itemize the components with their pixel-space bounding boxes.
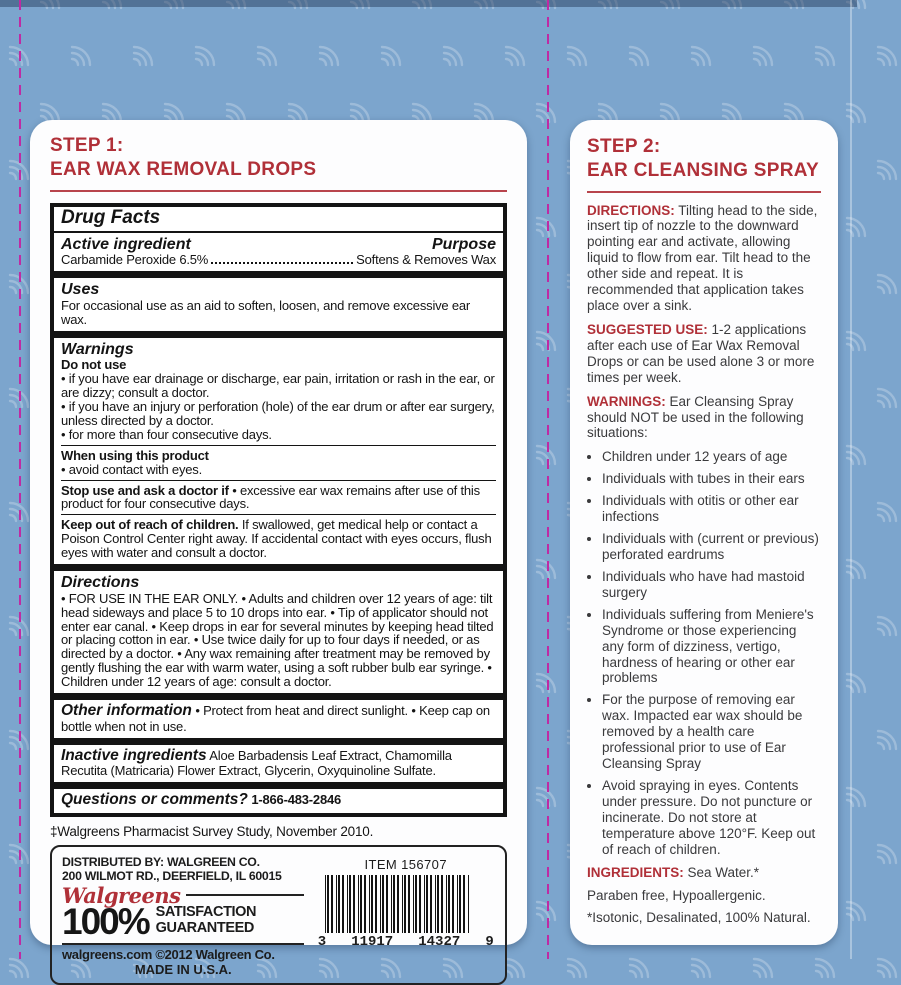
satisfaction-line1: SATISFACTION — [155, 904, 257, 921]
dotted-leader — [211, 262, 353, 264]
wave-pattern-icon — [317, 41, 343, 67]
inactive-ingredients-text: Aloe Barbadensis Leaf Extract, Chamomilla Recutita (Matricaria) Flower Extract, Glycerin, Oxyquinoline Sulfate. — [61, 747, 452, 779]
wave-pattern-icon — [689, 41, 715, 67]
barcode — [325, 875, 487, 933]
step2-title — [587, 135, 821, 183]
package-fold-line — [850, 0, 852, 959]
warnings-section — [54, 338, 503, 564]
section-divider — [54, 738, 503, 745]
wave-pattern-icon — [193, 41, 219, 67]
ingredients-value: Sea Water.* — [687, 864, 760, 880]
section-divider — [54, 271, 503, 278]
wave-pattern-icon — [875, 269, 901, 295]
ingredients-line — [587, 865, 821, 881]
wave-pattern-icon — [875, 725, 901, 751]
panel-step1 — [30, 120, 527, 977]
wave-pattern-icon — [0, 98, 2, 124]
section-divider — [54, 782, 503, 789]
satisfaction-guaranteed — [156, 905, 256, 936]
directions-text: • FOR USE IN THE EAR ONLY. • Adults and children over 12 years of age: tilt head sideways and place 5 to 10 drops into ear. • Tip of applicator should not enter ear canal. • Keep drops in ear for several minutes by keeping head tilted or placing cotton in ear. • Use twice daily for up to four days if needed, or as directed by a doctor. • Any wax remaining after treatment may be removed by gently flushing the ear with warm water, using a soft rubber bulb ear syringe. • Children under 12 years of age: consult a doctor. — [61, 590, 494, 690]
wave-pattern-icon — [0, 212, 2, 238]
active-ingredient-section — [54, 233, 503, 272]
drug-facts-title: Drug Facts — [54, 207, 503, 233]
labeled-paragraph — [587, 322, 821, 386]
step2-label: STEP 2: — [587, 136, 661, 157]
directions-section — [54, 571, 503, 693]
uses-title: Uses — [61, 281, 100, 299]
do-not-use-list — [61, 372, 496, 442]
other-information-text: • Protect from heat and direct sunlight. • Keep cap on bottle when not in use. — [61, 703, 490, 734]
wave-pattern-icon — [875, 497, 901, 523]
step2-title-rule — [587, 191, 821, 193]
wave-pattern-icon — [565, 953, 591, 979]
wave-pattern-icon — [844, 98, 870, 124]
step1-label: STEP 1: — [50, 135, 124, 156]
wave-pattern-icon — [751, 41, 777, 67]
stop-use-text — [61, 484, 496, 512]
paragraph-text: Tilting head to the side, insert tip of nozzle to the downward pointing ear and activate, allowing liquid to flow from ear. Tilt head to the other side and repeat. It is recommended that application takes place over a sink. — [587, 202, 818, 314]
stop-use-rest: • excessive ear wax remains after use of this product for four consecutive days. — [61, 482, 480, 512]
wave-pattern-icon — [379, 41, 405, 67]
wave-pattern-icon — [69, 41, 95, 67]
step2-warning-list — [587, 449, 821, 857]
hundred-percent: 100% — [62, 900, 149, 942]
step1-title-rule — [50, 190, 507, 192]
section-divider — [54, 693, 503, 700]
wave-pattern-icon — [0, 782, 2, 808]
paragraph-text: 1-2 applications after each use of Ear Wax Removal Drops or can be used alone 3 or more times per week. — [587, 321, 815, 385]
upc-group2: 14327 — [418, 933, 461, 950]
logo-rule — [186, 894, 304, 896]
do-not-use-title: Do not use — [61, 357, 127, 373]
upc-lead-digit: 3 — [317, 933, 327, 950]
warnings-subdivider — [61, 480, 496, 481]
wave-pattern-icon — [813, 953, 839, 979]
wave-pattern-icon — [255, 41, 281, 67]
wave-pattern-icon — [0, 668, 2, 694]
warnings-subdivider — [61, 445, 496, 446]
paragraph-label: SUGGESTED USE: — [587, 321, 708, 337]
when-using-title: When using this product — [61, 447, 209, 463]
crop-mark-line-center — [547, 0, 549, 959]
other-information-title: Other information — [61, 702, 192, 720]
crop-mark-line-left — [19, 0, 21, 959]
guarantee-row — [62, 900, 304, 942]
paragraph-text: Ear Cleansing Spray should NOT be used in the following situations: — [587, 393, 804, 441]
warnings-subdivider — [61, 514, 496, 515]
wave-pattern-icon — [627, 41, 653, 67]
wave-pattern-icon — [875, 383, 901, 409]
wave-pattern-icon — [875, 839, 901, 865]
step2-product-name: EAR CLEANSING SPRAY — [587, 159, 819, 181]
paragraph-label: WARNINGS: — [587, 393, 666, 409]
warning-bullet: • For the purpose of removing ear wax. Impacted ear wax should be removed by a health care professional prior to use of Ear Cleansing Spray — [602, 692, 821, 772]
when-using-item: • avoid contact with eyes. — [61, 463, 496, 477]
warning-bullet: • Avoid spraying in eyes. Contents under pressure. Do not puncture or incinerate. Do not store at temperature above 120°F. Keep out of reach of children. — [602, 778, 821, 858]
panel-step2 — [570, 120, 838, 945]
warning-bullet: • Individuals who have had mastoid surgery — [602, 569, 821, 601]
labeled-paragraph — [587, 203, 821, 314]
wave-pattern-icon — [813, 41, 839, 67]
paragraph-label: DIRECTIONS: — [587, 202, 675, 218]
wave-pattern-icon — [503, 41, 529, 67]
purpose-label: Purpose — [431, 235, 496, 253]
keep-out-text — [61, 518, 496, 560]
uses-text: For occasional use as an aid to soften, loosen, and remove excessive ear wax. — [61, 297, 471, 327]
wave-pattern-icon — [844, 554, 870, 580]
questions-phone: 1-866-483-2846 — [251, 792, 342, 808]
item-number: ITEM 156707 — [364, 856, 447, 872]
walgreens-script-logo: Walgreens — [62, 882, 181, 908]
step1-title — [50, 134, 507, 182]
wave-pattern-icon — [844, 668, 870, 694]
wave-pattern-icon — [0, 326, 2, 352]
wave-pattern-icon — [844, 212, 870, 238]
wave-pattern-icon — [844, 782, 870, 808]
ingredients-label: INGREDIENTS: — [587, 864, 684, 880]
wave-pattern-icon — [689, 953, 715, 979]
warning-bullet: • Individuals with tubes in their ears — [602, 471, 821, 487]
uses-section — [54, 278, 503, 330]
wave-pattern-icon — [0, 440, 2, 466]
upc-check-digit: 9 — [485, 933, 494, 950]
survey-footnote: ‡Walgreens Pharmacist Survey Study, November 2010. — [50, 823, 374, 839]
warning-bullet: • Individuals with (current or previous) perforated eardrums — [602, 531, 821, 563]
section-divider — [54, 331, 503, 338]
barcode-area — [316, 855, 495, 977]
wave-pattern-icon — [441, 41, 467, 67]
step2-paragraphs — [587, 203, 821, 442]
website: walgreens.com — [62, 946, 153, 962]
warnings-title: Warnings — [61, 340, 134, 358]
when-using-list — [61, 463, 496, 477]
questions-title: Questions or comments? — [61, 791, 248, 809]
satisfaction-line2: GUARANTEED — [155, 920, 254, 937]
guarantee-rule — [62, 943, 304, 945]
made-in-usa: MADE IN U.S.A. — [134, 961, 232, 977]
wave-pattern-icon — [131, 41, 157, 67]
step2-body — [587, 203, 821, 927]
wave-pattern-icon — [751, 953, 777, 979]
upc-digits — [318, 934, 494, 950]
copyright: ©2012 Walgreen Co. — [155, 946, 275, 962]
distributor-info — [62, 855, 304, 977]
active-ingredient-label: Active ingredient — [61, 235, 191, 253]
warning-bullet: • Individuals suffering from Meniere's Syndrome or those experiencing any form of dizziness, vertigo, hardness of hearing or other ear problems — [602, 607, 821, 687]
inactive-ingredients-title: Inactive ingredients — [61, 746, 207, 764]
wave-pattern-icon — [627, 953, 653, 979]
wave-pattern-icon — [565, 41, 591, 67]
warning-bullet: • Individuals with otitis or other ear infections — [602, 493, 821, 525]
paraben-line: Paraben free, Hypoallergenic. — [587, 887, 766, 903]
other-information-section — [54, 700, 503, 737]
warning-bullet: • Children under 12 years of age — [602, 449, 821, 465]
wave-pattern-icon — [844, 326, 870, 352]
stop-use-bold: Stop use and ask a doctor if — [61, 482, 229, 498]
do-not-use-item: • if you have an injury or perforation (hole) of the ear drum or after ear surgery, unless directed by a doctor. — [61, 400, 496, 428]
keep-out-bold: Keep out of reach of children. — [61, 517, 239, 533]
section-divider — [54, 564, 503, 571]
wave-pattern-icon — [875, 41, 901, 67]
questions-section — [54, 789, 503, 813]
website-copyright-row — [62, 947, 304, 962]
do-not-use-item: • if you have ear drainage or discharge, ear pain, irritation or rash in the ear, or are dizzy; consult a doctor. — [61, 372, 496, 400]
isotonic-footnote: *Isotonic, Desalinated, 100% Natural. — [587, 910, 811, 926]
do-not-use-item: • for more than four consecutive days. — [61, 428, 496, 442]
drug-facts-box — [50, 203, 507, 817]
directions-title: Directions — [61, 574, 140, 592]
wave-pattern-icon — [0, 554, 2, 580]
wave-pattern-icon — [0, 896, 2, 922]
labeled-paragraph — [587, 394, 821, 442]
package-top-edge — [0, 0, 857, 7]
active-ingredient-value: Carbamide Peroxide 6.5% — [61, 252, 209, 268]
distributed-by-line: DISTRIBUTED BY: WALGREEN CO. — [62, 854, 260, 869]
upc-group1: 11917 — [351, 933, 394, 950]
wave-pattern-icon — [875, 611, 901, 637]
wave-pattern-icon — [844, 440, 870, 466]
keep-out-rest: If swallowed, get medical help or contact a Poison Control Center right away. If accidental contact with eyes occurs, flush eyes with water and consult a doctor. — [61, 517, 492, 561]
step1-product-name: EAR WAX REMOVAL DROPS — [50, 158, 317, 180]
inactive-ingredients-section — [54, 745, 503, 782]
wave-pattern-icon — [844, 896, 870, 922]
distributor-box — [50, 845, 507, 985]
wave-pattern-icon — [875, 155, 901, 181]
wave-pattern-icon — [875, 953, 901, 979]
address-line: 200 WILMOT RD., DEERFIELD, IL 60015 — [62, 869, 282, 884]
purpose-value: Softens & Removes Wax — [356, 252, 496, 268]
